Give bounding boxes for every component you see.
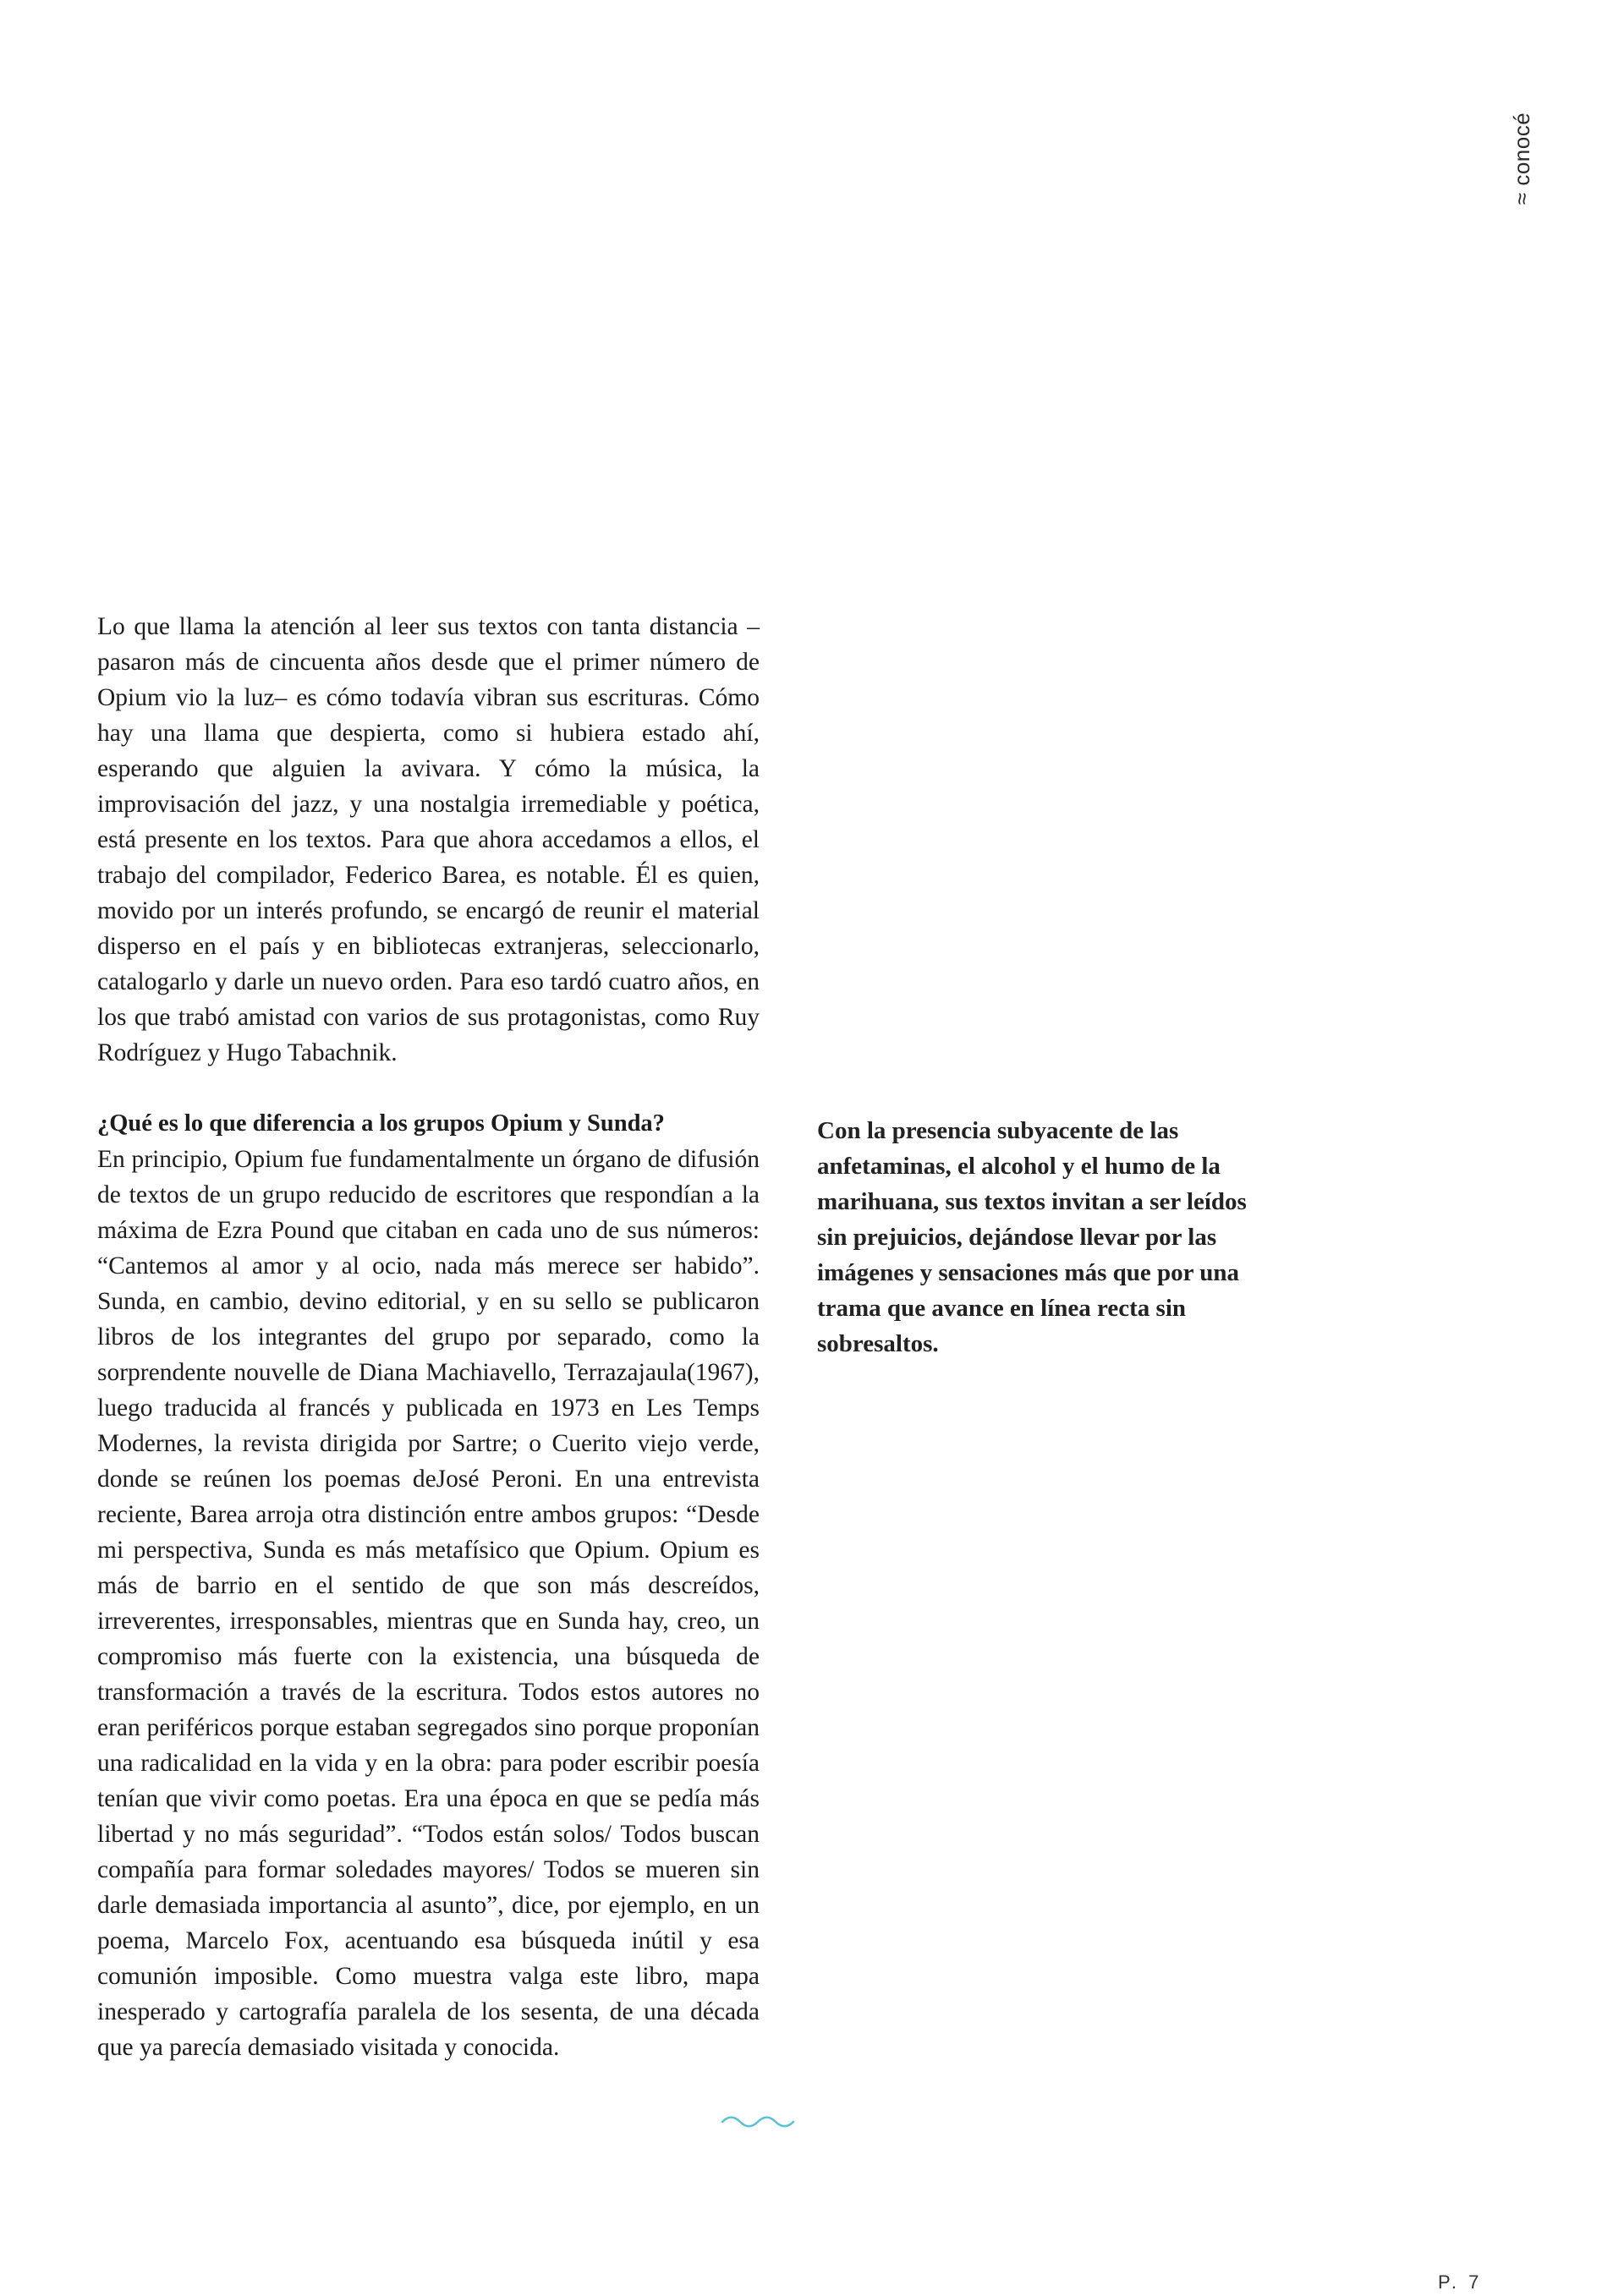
section-tag bbox=[1506, 95, 1539, 222]
page-number: P. 7 bbox=[1438, 2271, 1483, 2293]
article-body bbox=[97, 609, 760, 2065]
double-wave-icon bbox=[721, 2112, 795, 2131]
article-paragraph-2: En principio, Opium fue fundamentalmente un órgano de difusión de textos de un grupo reducido de escritores que respondían a la máxima de Ezra Pound que citaban en cada uno de sus números: “Cantemos al amor y al ocio, nada más merece ser habido”. Sunda, en cambio, devino editorial, y en su sello se publicaron libros de los integrantes del grupo por separado, como la sorprendente nouvelle de Diana Machiavello, Terrazajaula(1967), luego traducida al francés y publicada en 1973 en Les Temps Modernes, la revista dirigida por Sartre; o Cuerito viejo verde, donde se reúnen los poemas deJosé Peroni. En una entrevista reciente, Barea arroja otra distinción entre ambos grupos: “Desde mi perspectiva, Sunda es más metafísico que Opium. Opium es más de barrio en el sentido de que son más descreídos, irreverentes, irresponsables, mientras que en Sunda hay, creo, un compromiso más fuerte con la existencia, una búsqueda de transformación a través de la escritura. Todos estos autores no eran periféricos porque estaban segregados sino porque proponían una radicalidad en la vida y en la obra: para poder escribir poesía tenían que vivir como poetas. Era una época en que se pedía más libertad y no más seguridad”. “Todos están solos/ Todos buscan compañía para formar soledades mayores/ Todos se mueren sin darle demasiada importancia al asunto”, dice, por ejemplo, en un poema, Marcelo Fox, acentuando esa búsqueda inútil y esa comunión imposible. Como muestra valga este libro, mapa inesperado y cartografía paralela de los sesenta, de una década que ya parecía demasiado visitada y conocida. bbox=[97, 1146, 760, 2061]
article-subheading: ¿Qué es lo que diferencia a los grupos Opium y Sunda? bbox=[97, 1110, 665, 1137]
article-paragraph-1: Lo que llama la atención al leer sus textos con tanta distancia –pasaron más de cincuenta años desde que el primer número de Opium vio la luz– es cómo todavía vibran sus escrituras. Cómo hay una llama que despierta, como si hubiera estado ahí, esperando que alguien la avivara. Y cómo la música, la improvisación del jazz, y una nostalgia irremediable y poética, está presente en los textos. Para que ahora accedamos a ellos, el trabajo del compilador, Federico Barea, es notable. Él es quien, movido por un interés profundo, se encargó de reunir el material disperso en el país y en bibliotecas extranjeras, seleccionarlo, catalogarlo y darle un nuevo orden. Para eso tardó cuatro años, en los que trabó amistad con varios de sus protagonistas, como Ruy Rodríguez y Hugo Tabachnik. bbox=[97, 613, 760, 1066]
pull-quote: Con la presencia subyacente de las anfetaminas, el alcohol y el humo de la marihuana, sus textos invitan a ser leídos sin prejuicios, dejándose llevar por las imágenes y sensaciones más que por una trama que avance en línea recta sin sobresaltos. bbox=[817, 1117, 1247, 1357]
section-label: ≈ conocé bbox=[1509, 112, 1535, 205]
